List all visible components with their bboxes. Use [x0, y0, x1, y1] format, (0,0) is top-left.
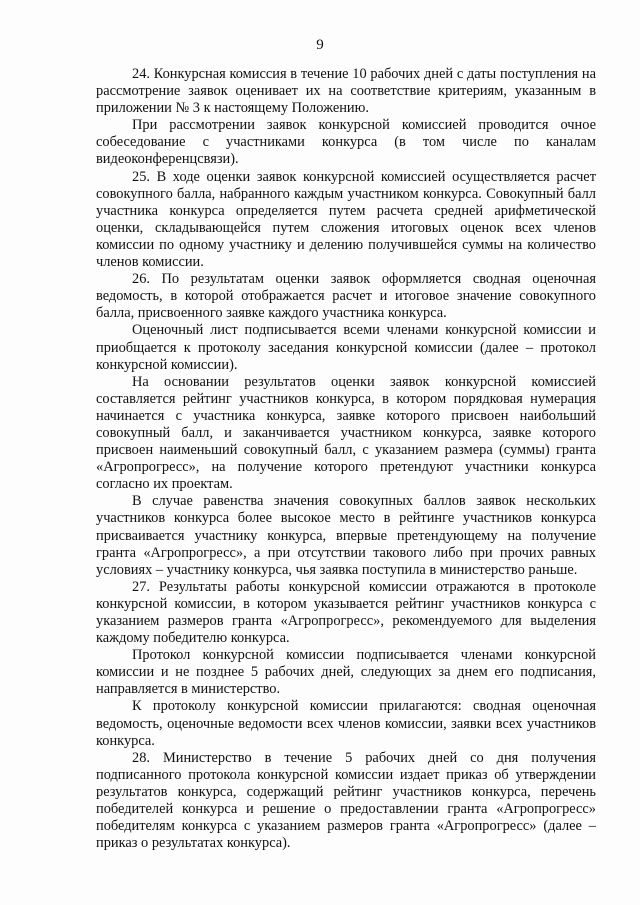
document-body: [96, 66, 596, 852]
page-number: 9: [316, 37, 324, 53]
paragraph-rating: На основании результатов оценки заявок конкурсной комиссией составляется рейтинг участников конкурса, в котором порядковая нумерация начинается с участника конкурса, заявке которого присвоен наибольший совокупный балл, и заканчивается участником конкурса, заявке которого присвоен наименьший совокупный балл, с указанием размера (суммы) гранта «Агропрогресс», на получение которого претендуют участники конкурса согласно их проектам.: [96, 373, 596, 493]
paragraph-25: 25. В ходе оценки заявок конкурсной комиссией осуществляется расчет совокупного балла, набранного каждым участником конкурса. Совокупный балл участника конкурса определяется путем расчета средней арифметической оценки, складывающейся путем сложения итоговых оценок всех членов комиссии по одному участнику и делению получившейся суммы на количество членов комиссии.: [96, 168, 596, 271]
paragraph-28: 28. Министерство в течение 5 рабочих дней со дня получения подписанного протокола конкурсной комиссии издает приказ об утверждении результатов конкурса, содержащий рейтинг участников конкурса, перечень победителей конкурса и решение о предоставлении гранта «Агропрогресс» победителям конкурса с указанием размеров гранта «Агропрогресс» (далее – приказ о результатах конкурса).: [96, 749, 596, 852]
paragraph-26: 26. По результатам оценки заявок оформляется сводная оценочная ведомость, в которой отображается расчет и итоговое значение совокупного балла, присвоенного заявке каждого участника конкурса.: [96, 271, 596, 322]
paragraph-27: 27. Результаты работы конкурсной комиссии отражаются в протоколе конкурсной комиссии, в котором указывается рейтинг участников конкурса с указанием размеров гранта «Агропрогресс», рекомендуемого для выделения каждому победителю конкурса.: [96, 578, 596, 647]
paragraph-protocol-signing: Протокол конкурсной комиссии подписывается членами конкурсной комиссии и не позднее 5 рабочих дней, следующих за днем его подписания, направляется в министерство.: [96, 647, 596, 698]
paragraph-evaluation-sheet: Оценочный лист подписывается всеми членами конкурсной комиссии и приобщается к протоколу заседания конкурсной комиссии (далее – протокол конкурсной комиссии).: [96, 322, 596, 373]
paragraph-24: 24. Конкурсная комиссия в течение 10 рабочих дней с даты поступления на рассмотрение заявок оценивает их на соответствие критериям, указанным в приложении № 3 к настоящему Положению.: [96, 66, 596, 117]
paragraph-interview: При рассмотрении заявок конкурсной комиссией проводится очное собеседование с участниками конкурса (в том числе по каналам видеоконференцсвязи).: [96, 117, 596, 168]
paragraph-tie-break: В случае равенства значения совокупных баллов заявок нескольких участников конкурса более высокое место в рейтинге участников конкурса присваивается участнику конкурса, впервые претендующему на получение гранта «Агропрогресс», а при отсутствии такового либо при прочих равных условиях – участнику конкурса, чья заявка поступила в министерство раньше.: [96, 493, 596, 578]
paragraph-protocol-attachments: К протоколу конкурсной комиссии прилагаются: сводная оценочная ведомость, оценочные ведомости всех членов комиссии, заявки всех участников конкурса.: [96, 698, 596, 749]
